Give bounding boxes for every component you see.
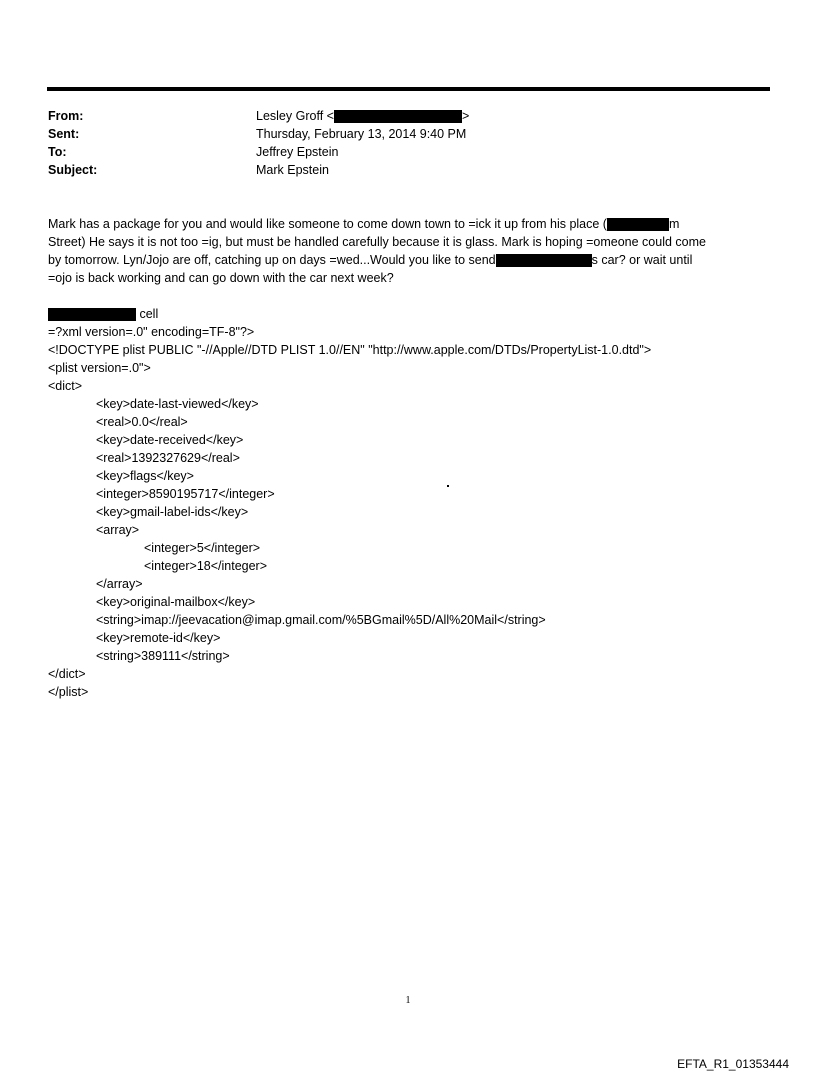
from-label: From: <box>48 109 84 123</box>
redaction-block <box>334 110 462 123</box>
body-line-1 <box>48 215 768 233</box>
to-label: To: <box>48 145 67 159</box>
signature-cell: cell <box>139 307 159 321</box>
xml-line: <dict> <box>48 379 83 393</box>
redaction-block <box>496 254 592 267</box>
signature-line <box>48 305 768 323</box>
from-name: Lesley Groff <box>256 109 324 123</box>
xml-line: <integer>5</integer> <box>144 541 261 555</box>
subject-row <box>48 161 748 179</box>
xml-plist <box>48 323 768 701</box>
xml-line: <integer>8590195717</integer> <box>96 487 275 501</box>
xml-line: <key>original-mailbox</key> <box>96 595 256 609</box>
xml-line: </array> <box>96 577 143 591</box>
sent-value: Thursday, February 13, 2014 9:40 PM <box>256 127 467 141</box>
body-line-4: =ojo is back working and can go down with the car next week? <box>48 271 394 285</box>
body-line-2: Street) He says it is not too =ig, but must be handled carefully because it is glass. Mark is hoping =omeone could come <box>48 235 706 249</box>
body-line-1-tail: m <box>668 217 680 231</box>
body-line-1-text: Mark has a package for you and would like someone to come down town to =ick it up from his place ( <box>48 217 607 231</box>
sent-label: Sent: <box>48 127 80 141</box>
body-line-3 <box>48 251 768 269</box>
header-divider <box>47 87 770 91</box>
from-close-bracket: > <box>461 109 470 123</box>
subject-label: Subject: <box>48 163 98 177</box>
body-line-3-text: by tomorrow. Lyn/Jojo are off, catching up on days =wed...Would you like to send <box>48 253 496 267</box>
email-body <box>48 215 768 323</box>
xml-line: <plist version=.0"> <box>48 361 151 375</box>
from-row <box>48 107 748 125</box>
bates-stamp: EFTA_R1_01353444 <box>677 1057 789 1071</box>
xml-line: <key>remote-id</key> <box>96 631 221 645</box>
redaction-block <box>48 308 136 321</box>
from-value <box>256 107 469 125</box>
xml-line: <!DOCTYPE plist PUBLIC "-//Apple//DTD PLIST 1.0//EN" "http://www.apple.com/DTDs/PropertyList-1.0.dtd"> <box>48 343 652 357</box>
xml-line: <real>1392327629</real> <box>96 451 240 465</box>
page-number: 1 <box>405 995 411 1006</box>
to-row <box>48 143 748 161</box>
xml-line: <key>date-received</key> <box>96 433 244 447</box>
body-line-3-tail: s car? or wait until <box>591 253 693 267</box>
xml-line: <real>0.0</real> <box>96 415 188 429</box>
xml-line: <array> <box>96 523 140 537</box>
stray-dot <box>447 485 449 487</box>
xml-line: <key>date-last-viewed</key> <box>96 397 259 411</box>
from-open-bracket: < <box>326 109 334 123</box>
xml-line: <key>flags</key> <box>96 469 194 483</box>
to-value: Jeffrey Epstein <box>256 145 339 159</box>
xml-line: </plist> <box>48 685 89 699</box>
xml-line: =?xml version=.0" encoding=TF-8"?> <box>48 325 255 339</box>
xml-line: <key>gmail-label-ids</key> <box>96 505 249 519</box>
redaction-block <box>607 218 669 231</box>
xml-line: <string>389111</string> <box>96 649 230 663</box>
xml-line: <string>imap://jeevacation@imap.gmail.com/%5BGmail%5D/All%20Mail</string> <box>96 613 546 627</box>
sent-row <box>48 125 748 143</box>
blank-line <box>48 287 768 305</box>
subject-value: Mark Epstein <box>256 163 329 177</box>
xml-line: <integer>18</integer> <box>144 559 268 573</box>
xml-line: </dict> <box>48 667 86 681</box>
